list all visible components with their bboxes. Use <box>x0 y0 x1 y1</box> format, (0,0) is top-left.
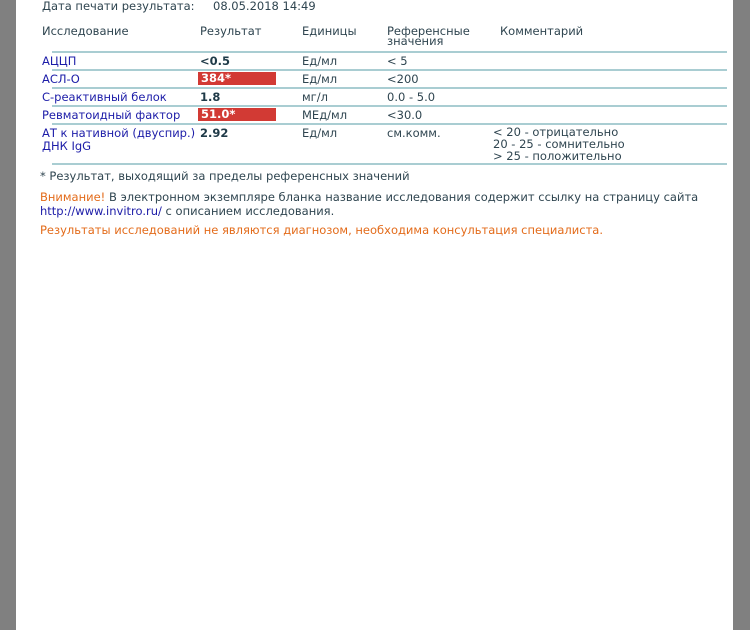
comment-2: 20 - 25 - сомнительно <box>493 137 625 151</box>
test-name-link[interactable]: АТ к нативной (двуспир.) <box>42 126 196 140</box>
result-value: 2.92 <box>200 126 229 140</box>
units: Ед/мл <box>302 72 338 86</box>
notice-line1 <box>40 190 698 204</box>
reference: <30.0 <box>387 108 423 122</box>
reference: 0.0 - 5.0 <box>387 90 436 104</box>
notice-text-2: с описанием исследования. <box>161 204 335 218</box>
result-value: 1.8 <box>200 90 221 104</box>
header-units: Единицы <box>302 24 357 38</box>
test-name-link[interactable]: АСЛ-О <box>42 72 80 86</box>
result-value-flagged: 51.0* <box>198 108 276 121</box>
divider <box>52 123 727 125</box>
notice-line2 <box>40 204 334 218</box>
invitro-link[interactable]: http://www.invitro.ru/ <box>40 204 162 218</box>
test-name-link-line2[interactable]: ДНК IgG <box>42 139 92 153</box>
reference: см.комм. <box>387 126 441 140</box>
units: Ед/мл <box>302 54 338 68</box>
reference: <200 <box>387 72 419 86</box>
header-comment: Комментарий <box>500 24 584 38</box>
divider <box>52 163 727 165</box>
header-test: Исследование <box>42 24 129 38</box>
print-date-label: Дата печати результата: <box>42 0 195 13</box>
divider <box>52 69 727 71</box>
units: МЕд/мл <box>302 108 348 122</box>
attention-label: Внимание! <box>40 190 106 204</box>
test-name-link[interactable]: Ревматоидный фактор <box>42 108 181 122</box>
test-name-link[interactable]: АЦЦП <box>42 54 77 68</box>
result-value-flagged: 384* <box>198 72 276 85</box>
comment-1: < 20 - отрицательно <box>493 125 619 139</box>
divider <box>52 105 727 107</box>
results-page <box>16 0 733 630</box>
divider <box>52 51 727 53</box>
comment-3: > 25 - положительно <box>493 149 622 163</box>
units: Ед/мл <box>302 126 338 140</box>
header-result: Результат <box>200 24 262 38</box>
divider <box>52 87 727 89</box>
header-ref-2: значения <box>387 34 444 48</box>
result-value: <0.5 <box>200 54 231 68</box>
notice-text: В электронном экземпляре бланка название исследования содержит ссылку на страницу сайта <box>105 190 699 204</box>
print-date-value: 08.05.2018 14:49 <box>213 0 316 13</box>
footnote: * Результат, выходящий за пределы референсных значений <box>40 169 410 183</box>
test-name-link[interactable]: С-реактивный белок <box>42 90 167 104</box>
disclaimer: Результаты исследований не являются диагнозом, необходима консультация специалиста. <box>40 223 603 237</box>
units: мг/л <box>302 90 328 104</box>
header-ref-1: Референсные <box>387 24 470 38</box>
reference: < 5 <box>387 54 408 68</box>
